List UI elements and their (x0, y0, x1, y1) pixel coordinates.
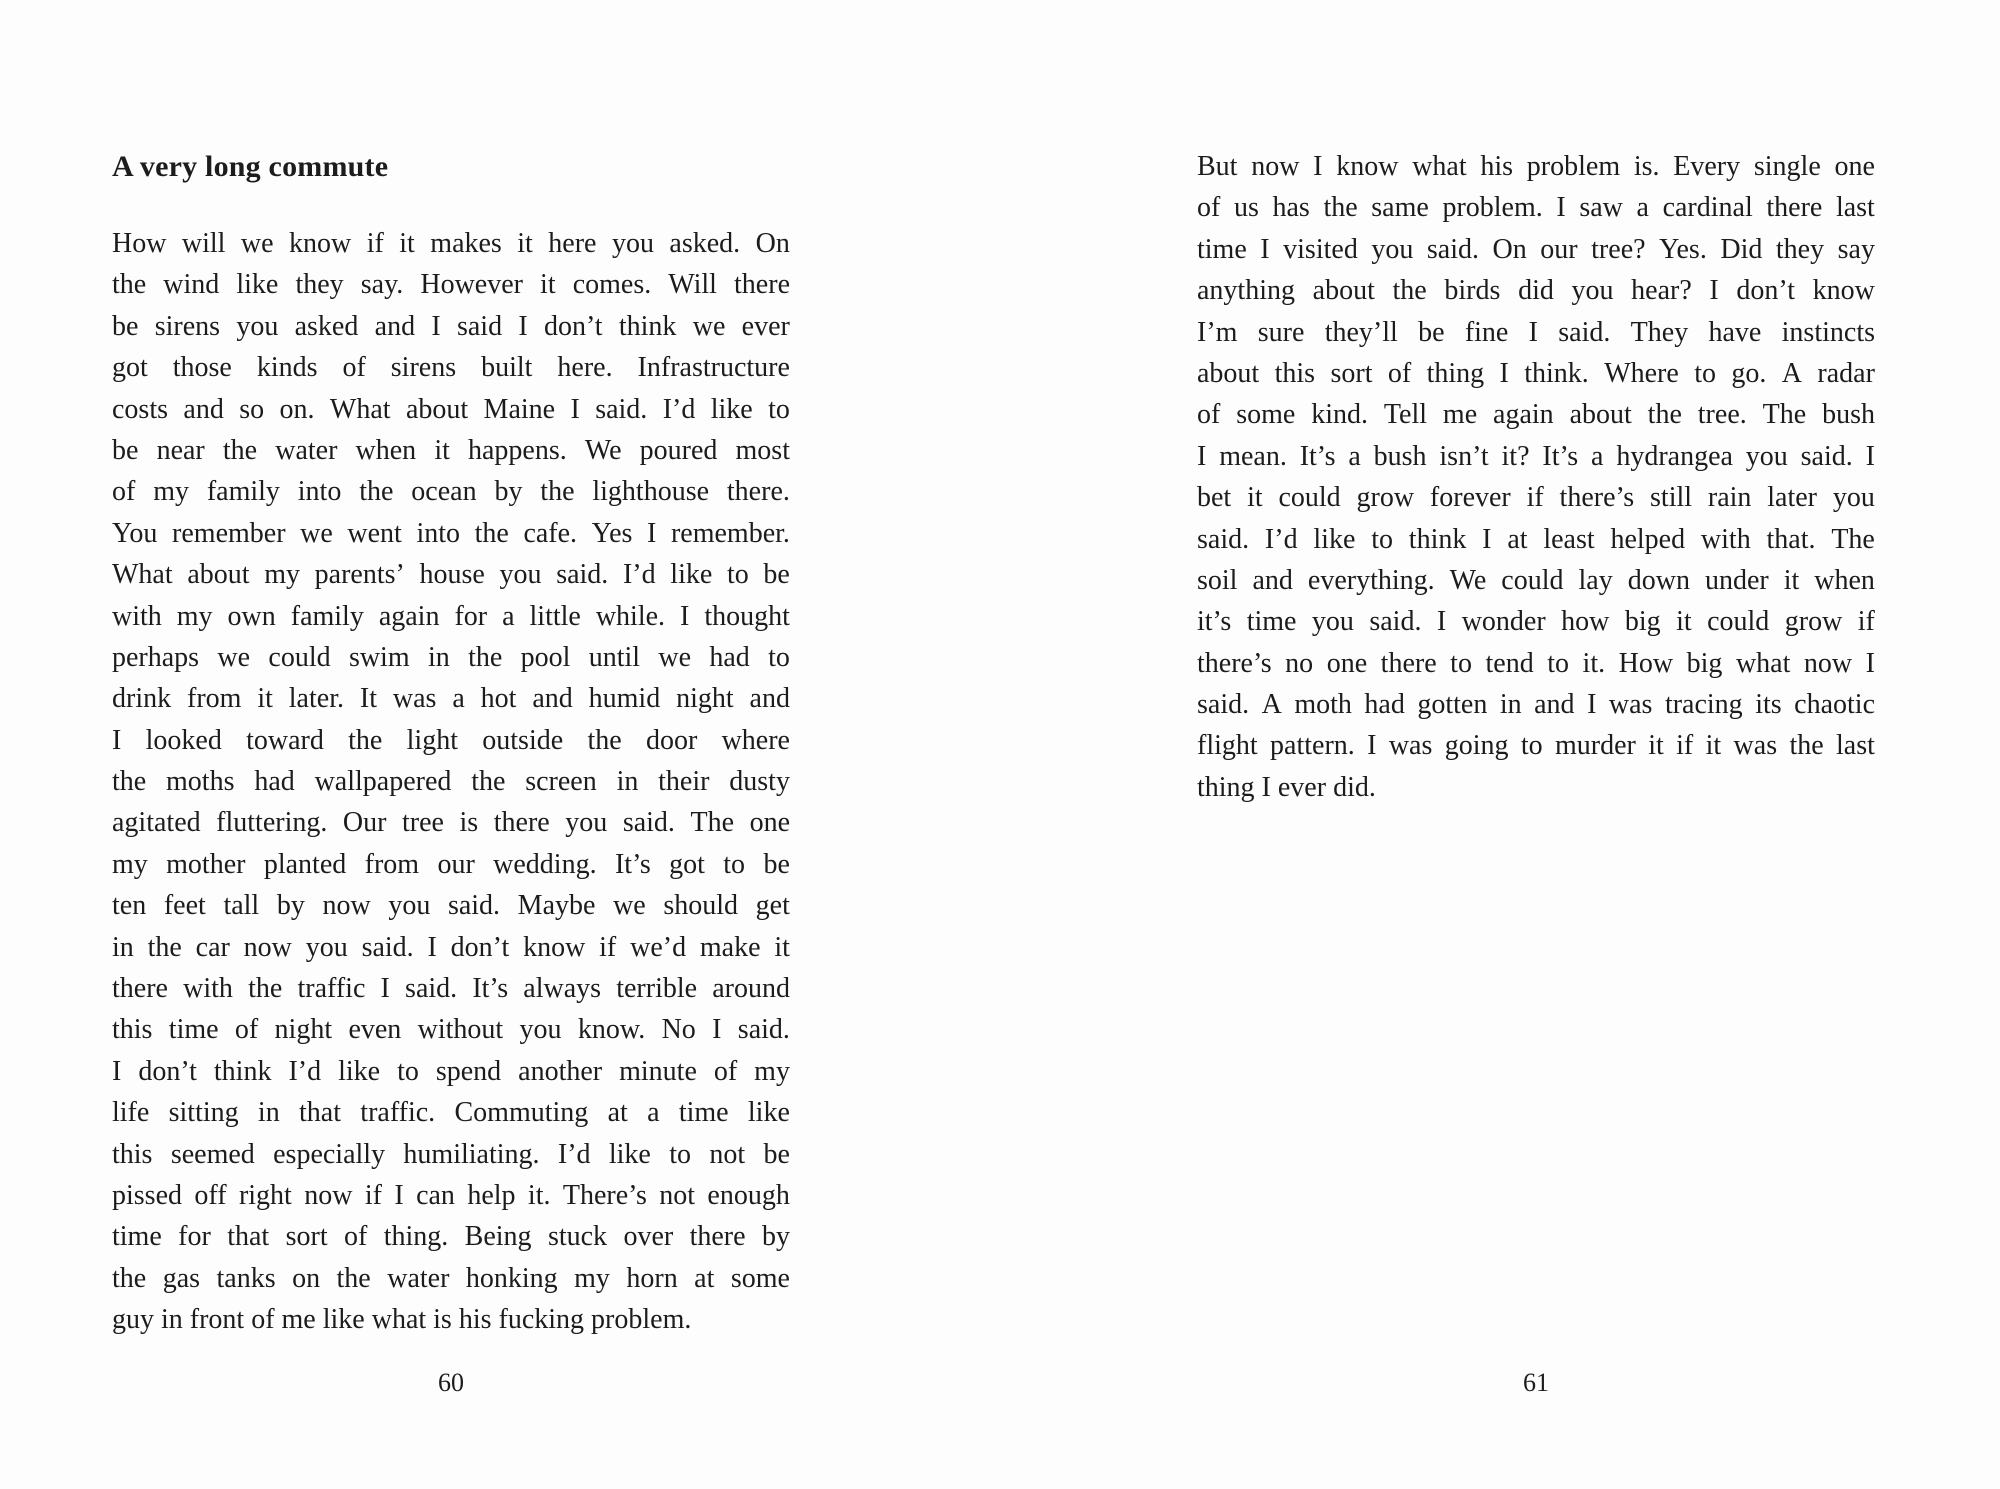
text-line: be near the water when it happens. We poured most (112, 434, 790, 466)
page-number-right: 61 (1523, 1368, 1549, 1397)
text-line: about this sort of thing I think. Where to go. A radar (1197, 357, 1875, 389)
text-line: with my own family again for a little while. I thought (112, 600, 790, 632)
text-line: I looked toward the light outside the door where (112, 724, 790, 756)
text-line: bet it could grow forever if there’s still rain later you (1197, 482, 1875, 514)
text-line: life sitting in that traffic. Commuting at a time like (112, 1097, 790, 1129)
text-line: I’m sure they’ll be fine I said. They have instincts (1197, 316, 1875, 348)
text-line: time for that sort of thing. Being stuck over there by (112, 1221, 790, 1253)
text-line: got those kinds of sirens built here. Infrastructure (112, 352, 790, 384)
text-line: thing I ever did. (1197, 771, 1376, 803)
text-line: But now I know what his problem is. Every single one (1197, 151, 1875, 182)
story-text-left (112, 223, 790, 1341)
text-line: be sirens you asked and I said I don’t think we ever (112, 310, 790, 342)
text-line: What about my parents’ house you said. I’d like to be (112, 559, 790, 591)
text-line: costs and so on. What about Maine I said. I’d like to (112, 393, 790, 425)
text-line: You remember we went into the cafe. Yes I remember. (112, 517, 790, 549)
text-line: this seemed especially humiliating. I’d like to not be (112, 1138, 790, 1170)
text-line: said. A moth had gotten in and I was tracing its chaotic (1197, 689, 1875, 721)
text-line: agitated fluttering. Our tree is there you said. The one (112, 807, 790, 839)
text-line: flight pattern. I was going to murder it if it was the last (1197, 730, 1875, 762)
text-line: the moths had wallpapered the screen in their dusty (112, 766, 790, 798)
text-line: ten feet tall by now you said. Maybe we should get (112, 890, 790, 922)
text-line: perhaps we could swim in the pool until we had to (112, 641, 790, 673)
text-line: anything about the birds did you hear? I don’t know (1197, 275, 1875, 307)
text-line: I mean. It’s a bush isn’t it? It’s a hydrangea you said. I (1197, 440, 1875, 472)
text-line: in the car now you said. I don’t know if we’d make it (112, 931, 790, 963)
text-line: guy in front of me like what is his fucking problem. (112, 1304, 692, 1336)
text-line: pissed off right now if I can help it. There’s not enough (112, 1179, 790, 1211)
text-line: the gas tanks on the water honking my horn at some (112, 1262, 790, 1294)
text-line: time I visited you said. On our tree? Yes. Did they say (1197, 233, 1875, 265)
text-line: it’s time you said. I wonder how big it could grow if (1197, 606, 1875, 638)
text-line: drink from it later. It was a hot and humid night and (112, 683, 790, 715)
text-line: my mother planted from our wedding. It’s got to be (112, 848, 790, 880)
page-number-left: 60 (438, 1368, 464, 1397)
text-line: there with the traffic I said. It’s always terrible around (112, 973, 790, 1005)
page-left (112, 146, 790, 1446)
text-line: said. I’d like to think I at least helped with that. The (1197, 523, 1875, 555)
story-title: A very long commute (112, 150, 389, 183)
text-line: of my family into the ocean by the lighthouse there. (112, 476, 790, 508)
text-line: soil and everything. We could lay down under it when (1197, 564, 1875, 596)
page-right (1197, 146, 1875, 1446)
text-line: there’s no one there to tend to it. How big what now I (1197, 647, 1875, 679)
text-line: I don’t think I’d like to spend another minute of my (112, 1055, 790, 1087)
text-line: the wind like they say. However it comes. Will there (112, 269, 790, 301)
text-line: of some kind. Tell me again about the tree. The bush (1197, 399, 1875, 431)
text-line: How will we know if it makes it here you asked. On (112, 228, 790, 259)
story-text-right (1197, 146, 1875, 808)
text-line: of us has the same problem. I saw a cardinal there last (1197, 192, 1875, 224)
text-line: this time of night even without you know. No I said. (112, 1014, 790, 1046)
